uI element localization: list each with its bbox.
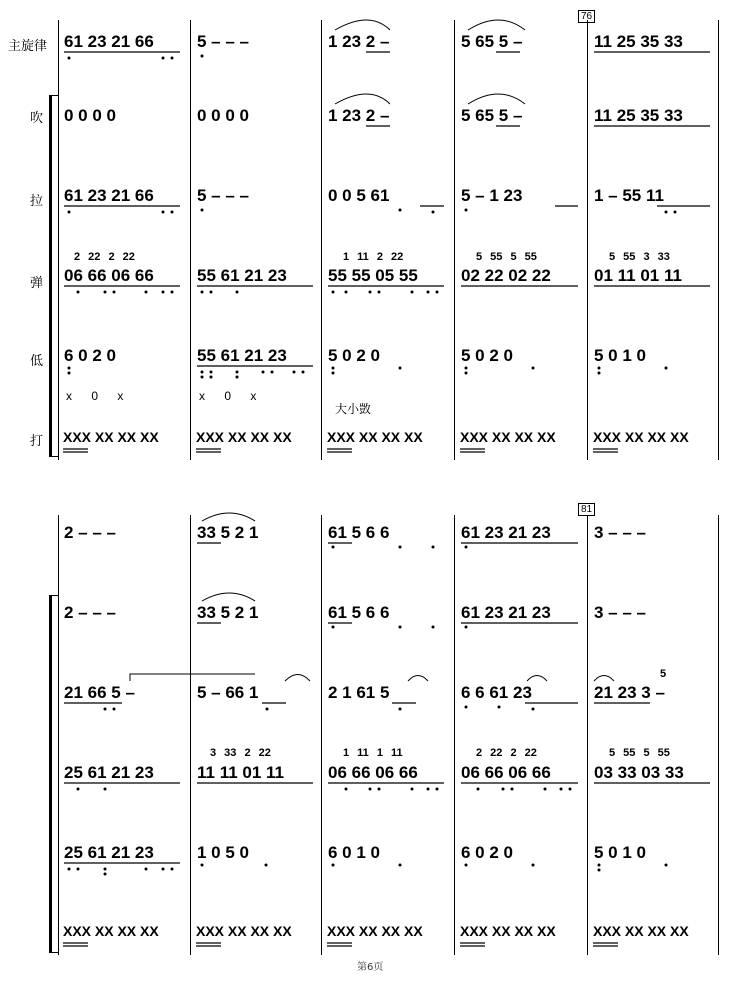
s1-la-m3: 0 0 5 61	[328, 186, 390, 205]
s2-melody-m4: 61 23 21 23	[461, 523, 551, 542]
s1-di-m3: 5 0 2 0	[328, 346, 380, 365]
label-melody: 主旋律	[8, 39, 48, 54]
slur	[202, 513, 255, 521]
s1-di-m4: 5 0 2 0	[461, 346, 513, 365]
s1-tan-m1: 06 66 06 66	[64, 266, 154, 285]
s2-melody-m2: 33 5 2 1	[197, 523, 259, 542]
s2-chui-m4: 61 23 21 23	[461, 603, 551, 622]
s1-tan-top-m5: 5 55 3 33	[609, 251, 670, 263]
s2-chui-m2: 33 5 2 1	[197, 603, 259, 622]
s1-la-m4: 5 – 1 23	[461, 186, 523, 205]
s1-melody-m1: 61 23 21 66	[64, 32, 154, 51]
s2-la-m4: 6 6 61 23	[461, 683, 532, 702]
s2-tan-top-m5: 5 55 5 55	[609, 747, 670, 759]
slur	[408, 676, 428, 682]
slur	[468, 94, 525, 104]
s1-chui-m5: 11 25 35 33	[594, 106, 683, 125]
label-da: 打	[30, 434, 44, 449]
s1-tan-m3: 55 55 05 55	[328, 266, 418, 285]
slur	[130, 674, 255, 681]
s2-melody-m1: 2 – – –	[64, 523, 116, 542]
page-number: 第6页	[357, 962, 384, 973]
s2-tan-top-m3: 1 11 1 11	[343, 747, 403, 759]
s2-tan-m4: 06 66 06 66	[461, 763, 551, 782]
s2-di-m1: 25 61 21 23	[64, 843, 154, 862]
s1-la-m5: 1 – 55 11	[594, 186, 664, 205]
s1-chui-m3: 1 23 2 –	[328, 106, 390, 125]
s2-da-m1: XXX XX XX XX	[63, 923, 159, 939]
s1-tan-top-m1: 2 22 2 22	[74, 251, 135, 263]
rehearsal-mark-81: 81	[578, 503, 595, 516]
s2-tan-m2: 11 11 01 11	[197, 763, 284, 782]
s1-tan-m5: 01 11 01 11	[594, 266, 682, 285]
s1-la-m2: 5 – – –	[197, 186, 249, 205]
s2-di-m2: 1 0 5 0	[197, 843, 249, 862]
s2-melody-m5: 3 – – –	[594, 523, 646, 542]
slur	[335, 20, 390, 30]
s2-chui-m1: 2 – – –	[64, 603, 116, 622]
label-la: 拉	[30, 194, 44, 209]
s1-chui-m2: 0 0 0 0	[197, 106, 249, 125]
s2-chui-m3: 61 5 6 6	[328, 603, 390, 622]
s1-da-m2: XXX XX XX XX	[196, 429, 292, 445]
label-chui: 吹	[30, 111, 44, 126]
s1-tan-m2: 55 61 21 23	[197, 266, 287, 285]
s1-di-m2: 55 61 21 23	[197, 346, 287, 365]
s1-da-top-m2: x 0 x	[199, 389, 257, 403]
rehearsal-mark-76: 76	[578, 10, 595, 23]
dynamic-text: 大小敳	[335, 402, 372, 416]
s1-tan-top-m3: 1 11 2 22	[343, 251, 404, 263]
s1-da-m5: XXX XX XX XX	[593, 429, 689, 445]
slur	[202, 593, 255, 601]
s2-la-m1: 21 66 5 –	[64, 683, 135, 702]
s2-chui-m5: 3 – – –	[594, 603, 646, 622]
s1-melody-m4: 5 65 5 –	[461, 32, 523, 51]
slur	[285, 675, 310, 682]
s2-di-m4: 6 0 2 0	[461, 843, 513, 862]
s2-tan-top-m4: 2 22 2 22	[476, 747, 537, 759]
s2-la-top-m5: 5	[660, 668, 667, 680]
s1-melody-m3: 1 23 2 –	[328, 32, 390, 51]
s2-da-m5: XXX XX XX XX	[593, 923, 689, 939]
s1-di-m1: 6 0 2 0	[64, 346, 116, 365]
s1-melody-m2: 5 – – –	[197, 32, 249, 51]
s1-da-top-m1: x 0 x	[66, 389, 124, 403]
s1-da-m3: XXX XX XX XX	[327, 429, 423, 445]
s1-chui-m4: 5 65 5 –	[461, 106, 523, 125]
s1-da-m1: XXX XX XX XX	[63, 429, 159, 445]
slur	[594, 676, 614, 682]
s1-la-m1: 61 23 21 66	[64, 186, 154, 205]
s2-la-m5: 21 23 3 –	[594, 683, 665, 702]
s2-da-m3: XXX XX XX XX	[327, 923, 423, 939]
s2-di-m3: 6 0 1 0	[328, 843, 380, 862]
s1-di-m5: 5 0 1 0	[594, 346, 646, 365]
slur	[335, 94, 390, 104]
s2-tan-m5: 03 33 03 33	[594, 763, 684, 782]
s1-melody-m5: 11 25 35 33	[594, 32, 683, 51]
s2-la-m3: 2 1 61 5	[328, 683, 390, 702]
s2-la-m2: 5 – 66 1	[197, 683, 259, 702]
s2-da-m2: XXX XX XX XX	[196, 923, 292, 939]
slur	[527, 676, 547, 682]
slur	[468, 20, 525, 30]
s2-di-m5: 5 0 1 0	[594, 843, 646, 862]
s2-melody-m3: 61 5 6 6	[328, 523, 390, 542]
s1-chui-m1: 0 0 0 0	[64, 106, 116, 125]
s2-tan-m3: 06 66 06 66	[328, 763, 418, 782]
s1-tan-top-m4: 5 55 5 55	[476, 251, 537, 263]
label-di: 低	[30, 354, 44, 369]
s2-tan-top-m2: 3 33 2 22	[210, 747, 271, 759]
s2-da-m4: XXX XX XX XX	[460, 923, 556, 939]
label-tan: 弹	[30, 276, 44, 291]
s1-da-m4: XXX XX XX XX	[460, 429, 556, 445]
s2-tan-m1: 25 61 21 23	[64, 763, 154, 782]
s1-tan-m4: 02 22 02 22	[461, 266, 551, 285]
